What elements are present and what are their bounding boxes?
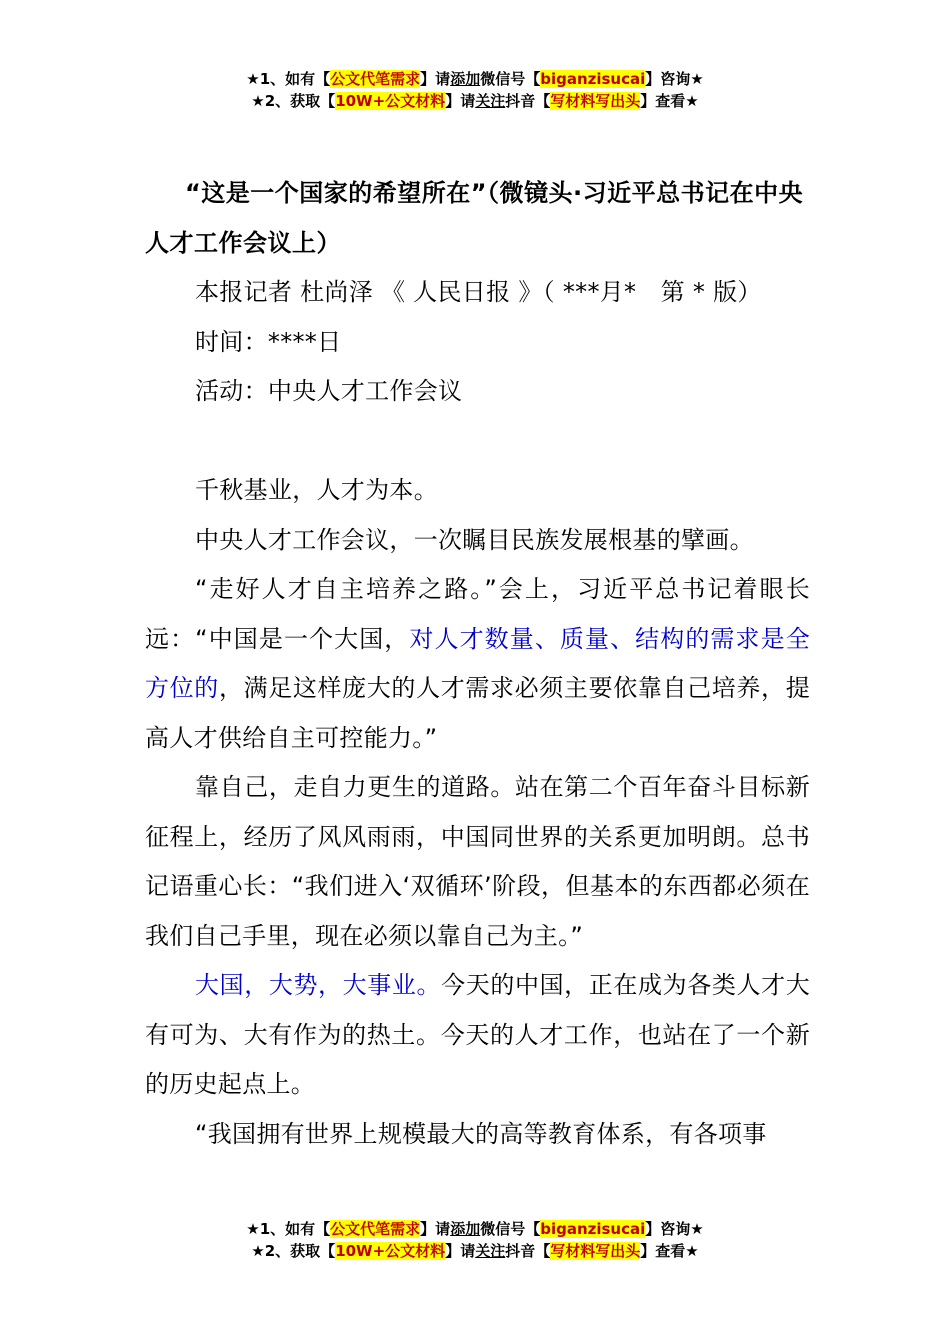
paragraph-4: 靠自己，走自力更生的道路。站在第二个百年奋斗目标新征程上，经历了风风雨雨，中国同世界的关系更加明朗。总书记语重心长：“我们进入‘双循环’阶段，但基本的东西都必须在我们自己手里，现在必须以靠自己为主。” (145, 773, 810, 950)
banner-text: 】请 (445, 1242, 476, 1260)
banner-text: 】请 (420, 70, 451, 88)
banner-highlight: 10W+公文材料 (335, 1242, 446, 1260)
banner-highlight: 10W+公文材料 (335, 92, 446, 110)
banner-text: 微信号【 (480, 70, 541, 88)
banner-line-2 (0, 1240, 950, 1262)
banner-text: 】请 (445, 92, 476, 110)
article-body (145, 168, 810, 1159)
banner-text: 抖音【 (505, 92, 551, 110)
paragraph-3 (145, 565, 810, 763)
banner-line-1 (0, 68, 950, 90)
banner-text: 】请 (420, 1220, 451, 1238)
paragraph-5 (145, 961, 810, 1110)
highlighted-phrase: 大国，大势，大事业。 (195, 971, 442, 999)
banner-highlight: biganzisucai (540, 1220, 646, 1238)
paragraph-text: ，满足这样庞大的人才需求必须主要依靠自己培养，提高人才供给自主可控能力。” (145, 674, 811, 752)
highlighted-quote: 对人才数量、质量、结构的需求是全方位的 (145, 624, 810, 702)
banner-text: ★1、如有【 (246, 1220, 331, 1238)
banner-highlight: 公文代笔需求 (330, 1220, 421, 1238)
banner-text: 微信号【 (480, 1220, 541, 1238)
article-title: “这是一个国家的希望所在”（微镜头·习近平总书记在中央人才工作会议上） (145, 179, 804, 257)
banner-highlight: 写材料写出头 (550, 92, 641, 110)
banner-text: ★1、如有【 (246, 70, 331, 88)
article-activity: 活动：中央人才工作会议 (195, 377, 463, 405)
banner-underline: 关注 (475, 1242, 506, 1260)
paragraph-6: “我国拥有世界上规模最大的高等教育体系，有各项事 (195, 1119, 767, 1148)
article-byline: 本报记者 杜尚泽 《 人民日报 》（ ***月* 第 * 版） (195, 278, 762, 306)
banner-underline: 关注 (475, 92, 506, 110)
banner-text: 】咨询★ (645, 1220, 704, 1238)
banner-text: 】查看★ (640, 92, 699, 110)
banner-line-2 (0, 90, 950, 112)
banner-highlight: biganzisucai (540, 70, 646, 88)
top-banner (0, 68, 950, 112)
banner-highlight: 公文代笔需求 (330, 70, 421, 88)
paragraph-text: “走好人才自主培养之路。”会上，习近平总书记着眼长远：“中国是一个大国， (145, 575, 810, 653)
banner-text: 】咨询★ (645, 70, 704, 88)
banner-underline: 添加 (450, 1220, 481, 1238)
paragraph-text: 今天的中国，正在成为各类人才大有可为、大有作为的热土。今天的人才工作，也站在了一个新的历史起点上。 (145, 971, 810, 1098)
banner-text: 抖音【 (505, 1242, 551, 1260)
banner-highlight: 写材料写出头 (550, 1242, 641, 1260)
banner-text: ★2、获取【 (251, 92, 336, 110)
paragraph-1: 千秋基业，人才为本。 (195, 476, 438, 504)
bottom-banner (0, 1218, 950, 1262)
article-time: 时间：****日 (195, 327, 342, 356)
banner-text: ★2、获取【 (251, 1242, 336, 1260)
banner-text: 】查看★ (640, 1242, 699, 1260)
paragraph-2: 中央人才工作会议，一次瞩目民族发展根基的擘画。 (195, 525, 754, 554)
spacer (145, 417, 810, 467)
banner-line-1 (0, 1218, 950, 1240)
banner-underline: 添加 (450, 70, 481, 88)
